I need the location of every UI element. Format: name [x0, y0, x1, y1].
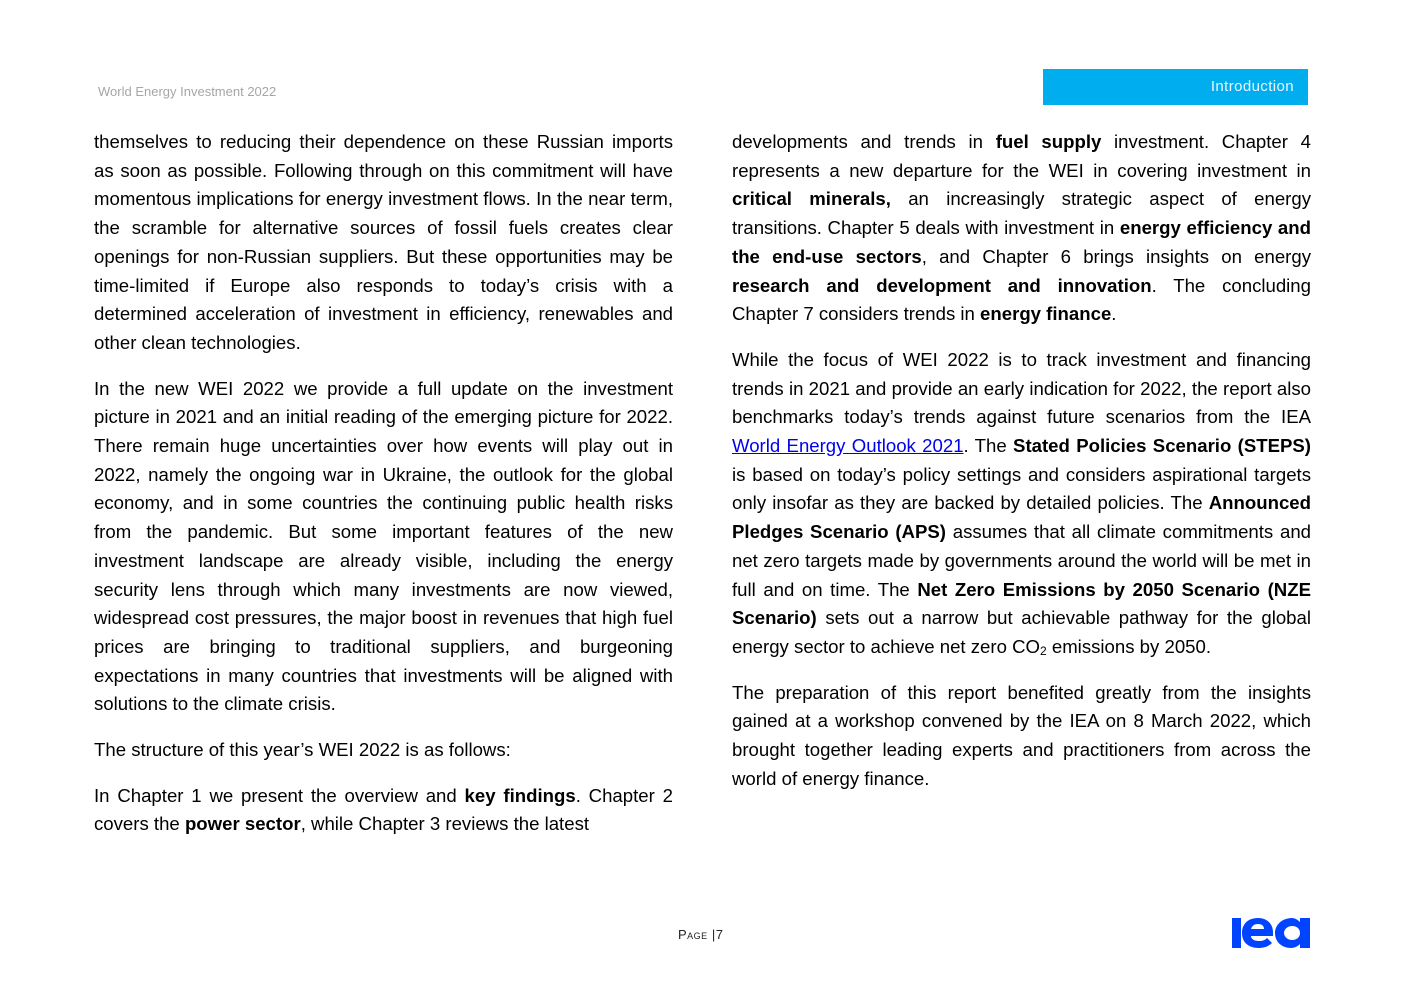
text-run: assumes that all climate commitments and net zero targets made by governments around the world will be met in full and on time. The: [732, 521, 1312, 600]
text-run: sets out a narrow but achievable pathway for the global energy sector to achieve net zero CO: [732, 607, 1311, 657]
separator: |: [711, 927, 716, 942]
bold-term: Net Zero Emissions by 2050 Scenario (NZE Scenario): [732, 578, 1311, 629]
iea-logo-icon: [1232, 916, 1310, 950]
paragraph: [732, 128, 1311, 329]
bold-term: research and development and innovation: [732, 274, 1152, 296]
text-run: , and Chapter 6 brings insights on energy: [921, 245, 1312, 267]
text-run: In Chapter 1 we present the overview and: [94, 784, 465, 806]
bold-term: fuel supply: [995, 131, 1102, 152]
bold-term: Stated Policies Scenario (STEPS): [1013, 435, 1311, 457]
paragraph: themselves to reducing their dependence on these Russian imports as soon as possible. Following through on this commitment will have momentous implications for energy investment flows. In the near term, the scramble for alternative sources of fossil fuels creates clear openings for non-Russian suppliers. But these opportunities may be time-limited if Europe also responds to today’s crisis with a determined acceleration of investment in efficiency, renewables and other clean technologies.: [94, 131, 673, 353]
text-run: an increasingly strategic aspect of energy transitions. Chapter 5 deals with investment in: [732, 188, 1311, 239]
section-tab-label: Introduction: [1210, 78, 1294, 95]
text-run: While the focus of WEI 2022 is to track investment and financing trends in 2021 and provide an early indication for 2022, the report also benchmarks today’s trends against future scenarios from the IEA: [732, 348, 1311, 428]
bold-term: energy efficiency and the end-use sectors: [732, 217, 1311, 267]
page-label: Page: [678, 927, 708, 942]
text-run: . The: [963, 435, 1014, 457]
subscript: 2: [1040, 643, 1047, 658]
page-number: [678, 927, 723, 942]
text-run: emissions by 2050.: [1046, 635, 1212, 657]
paragraph: In the new WEI 2022 we provide a full update on the investment picture in 2021 and an initial reading of the emerging picture for 2022. There remain huge uncertainties over how events will play out in 2022, namely the ongoing war in Ukraine, the outlook for the global economy, and in some countries the continuing public health risks from the pandemic. But some important features of the new investment landscape are already visible, including the energy security lens through which many investments are now viewed, widespread cost pressures, the major boost in revenues that high fuel prices are bringing to traditional suppliers, and burgeoning expectations in many countries that investments will be aligned with solutions to the climate crisis.: [94, 377, 673, 715]
paragraph: [94, 782, 673, 839]
document-title: World Energy Investment 2022: [98, 84, 277, 99]
paragraph: The structure of this year’s WEI 2022 is as follows:: [94, 739, 511, 761]
bold-term: energy finance: [980, 303, 1112, 325]
bold-term: Announced Pledges Scenario (APS): [732, 492, 1311, 543]
left-column: [94, 128, 673, 856]
page-number-value: 7: [715, 927, 724, 942]
bold-term: key findings: [464, 784, 576, 806]
text-run: is based on today’s policy settings and considers aspirational targets only insofar as they are backed by detailed policies. The: [732, 463, 1311, 514]
paragraph: [732, 346, 1311, 662]
right-column: [732, 128, 1311, 810]
bold-term: power sector: [184, 813, 301, 835]
text-run: . Chapter 2 covers the: [94, 784, 673, 835]
text-run: .: [1111, 303, 1117, 325]
bold-term: critical minerals,: [732, 188, 891, 210]
section-tab: [1043, 69, 1308, 105]
text-run: investment. Chapter 4 represents a new departure for the WEI in covering investment in: [732, 131, 1311, 181]
paragraph: The preparation of this report benefited greatly from the insights gained at a workshop convened by the IEA on 8 March 2022, which brought together leading experts and practitioners from across the world of energy finance.: [732, 681, 1311, 789]
text-run: , while Chapter 3 reviews the latest: [300, 813, 590, 835]
weo-2021-link[interactable]: World Energy Outlook 2021: [732, 435, 964, 457]
text-run: . The concluding Chapter 7 considers trends in: [732, 274, 1311, 325]
text-run: developments and trends in: [732, 131, 996, 152]
